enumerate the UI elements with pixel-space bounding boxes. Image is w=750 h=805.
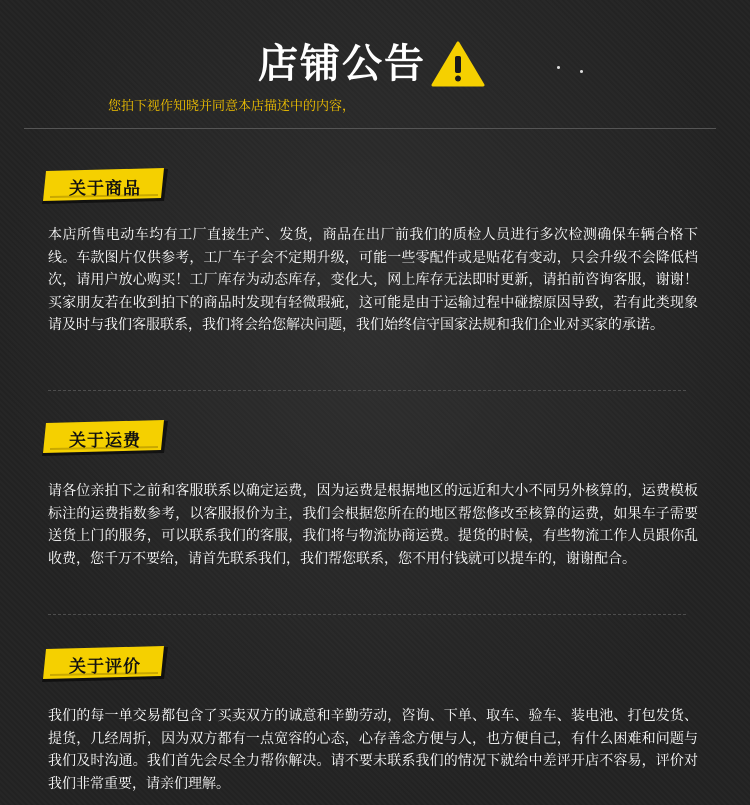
section-label-text: 关于商品 — [69, 178, 141, 199]
section-body-products: 本店所售电动车均有工厂直接生产、发货，商品在出厂前我们的质检人员进行多次检测确保车辆合格下线。车款图片仅供参考，工厂车子会不定期升级，可能一些零配件或是贴花有变动，只会升级不会降低档次，请用户放心购买！工厂库存为动态库存，变化大，网上库存无法即时更新，请拍前咨询客服，谢谢！买家朋友若在收到拍下的商品时发现有轻微瑕疵，这可能是由于运输过程中碰擦原因导致，若有此类现象请及时与我们客服联系，我们将会给您解决问题，我们始终信守国家法规和我们企业对买家的承诺。 — [48, 227, 698, 333]
notice-text: 您拍下视作知晓并同意本店描述中的内容， — [108, 99, 356, 114]
section-label-products — [42, 167, 168, 205]
section-divider — [48, 614, 686, 615]
section-label-text: 关于运费 — [69, 430, 141, 451]
section-body-shipping: 请各位亲拍下之前和客服联系以确定运费，因为运费是根据地区的远近和大小不同另外核算的，运费模板标注的运费指数参考，以客服报价为主，我们会根据您所在的地区帮您修改至核算的运费，如果车子需要送货上门的服务，可以联系我们的客服，我们将与物流协商运费。提货的时候，有些物流工作人员跟你乱收费，您千万不要给，请首先联系我们，我们帮您联系，您不用付钱就可以提车的，谢谢配合。 — [48, 483, 698, 567]
decorative-dot — [580, 70, 583, 73]
section-body-reviews: 我们的每一单交易都包含了买卖双方的诚意和辛勤劳动，咨询、下单、取车、验车、装电池、打包发货、提货，几经周折，因为双方都有一点宽容的心态，心存善念方便与人，也方便自己，有什么困难和问题与我们及时沟通。我们首先会尽全力帮你解决。请不要未联系我们的情况下就给中差评开店不容易，评价对我们非常重要，请亲们理解。 — [48, 708, 698, 792]
decorative-dot — [557, 66, 560, 69]
page-title: 店铺公告 — [258, 41, 426, 87]
section-label-shipping — [42, 419, 168, 457]
top-divider — [24, 128, 716, 129]
section-label-reviews — [42, 645, 168, 683]
section-divider — [48, 390, 686, 391]
warning-triangle-icon — [430, 40, 486, 88]
section-label-text: 关于评价 — [69, 656, 141, 677]
